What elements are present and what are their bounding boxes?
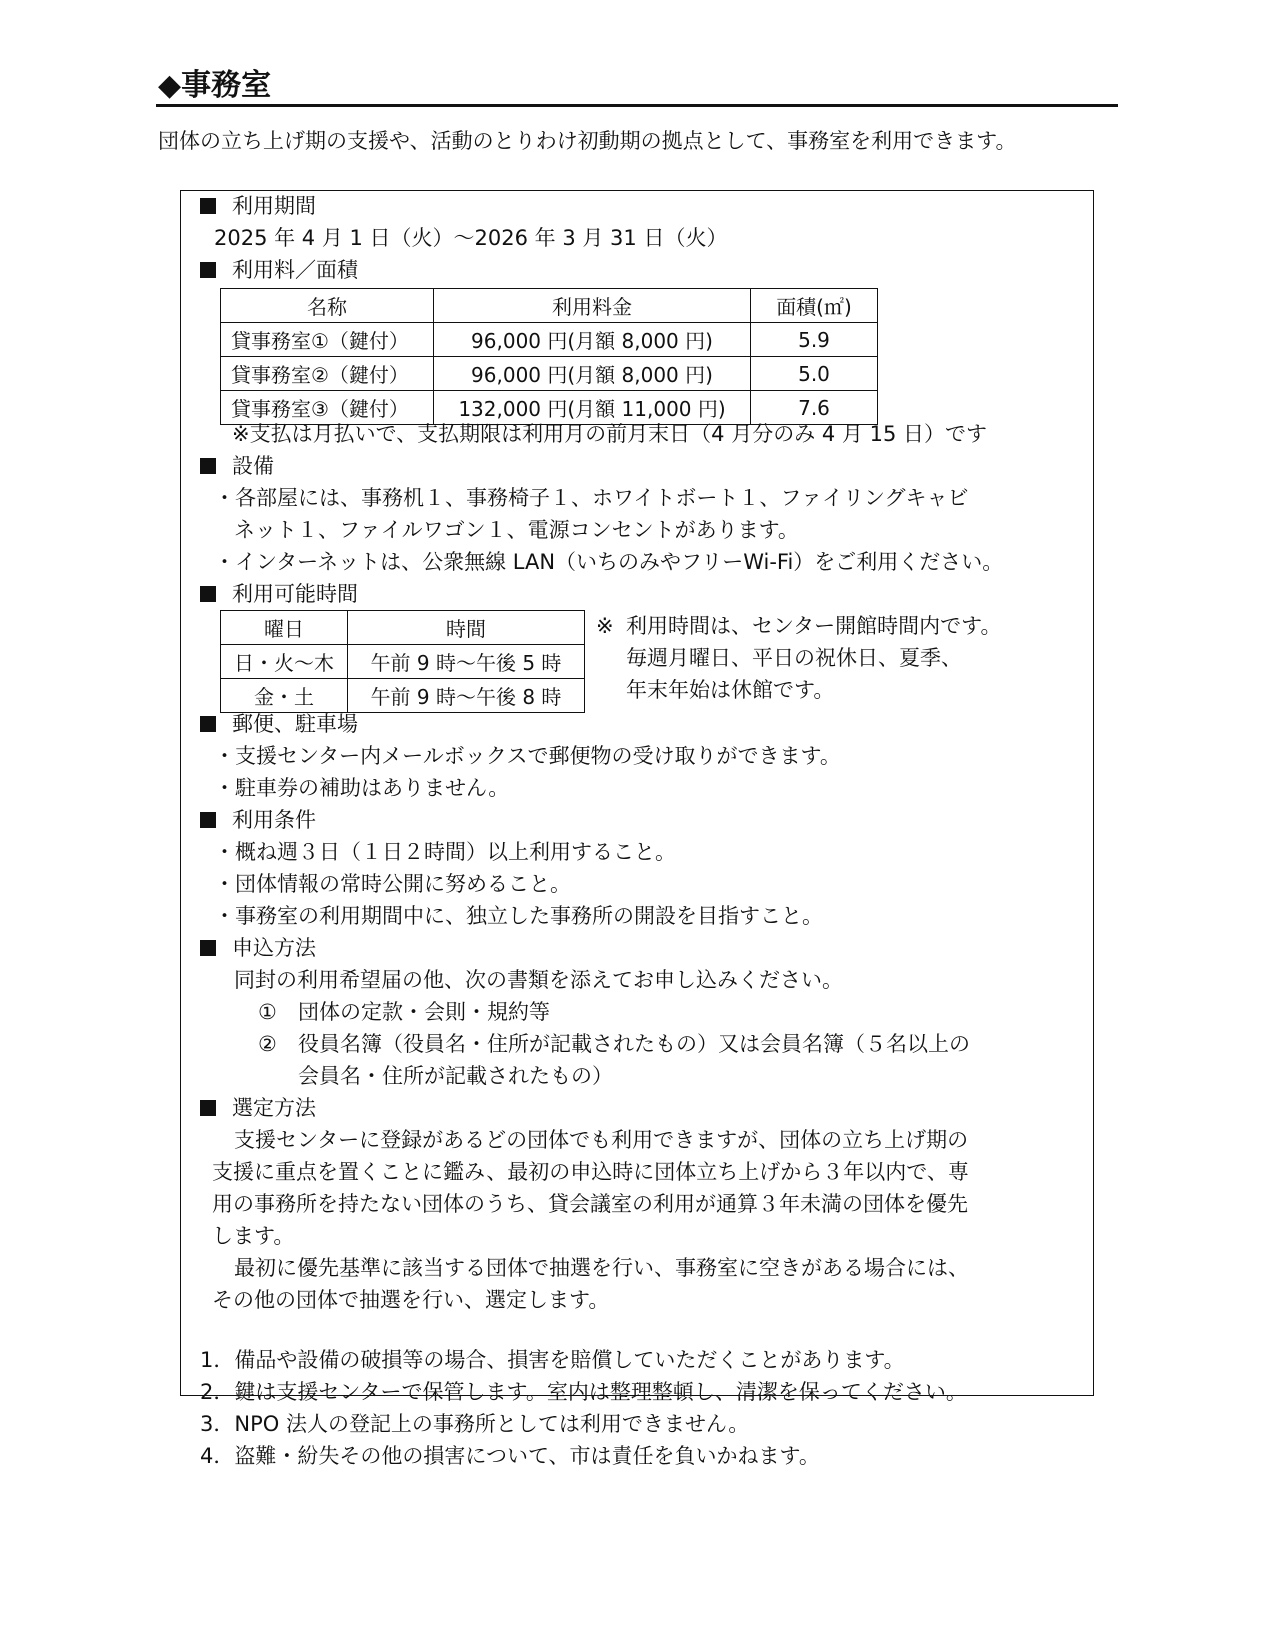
square-bullet-icon [200, 586, 216, 602]
square-bullet-icon [200, 716, 216, 732]
selection-line: その他の団体で抽選を行い、選定します。 [212, 1288, 610, 1312]
table-cell: 貸事務室①（鍵付） [221, 323, 434, 357]
selection-line: 最初に優先基準に該当する団体で抽選を行い、事務室に空きがある場合には、 [234, 1256, 969, 1280]
condition-line: ・事務室の利用期間中に、独立した事務所の開設を目指すこと。 [214, 904, 823, 928]
selection-line: 支援に重点を置くことに鑑み、最初の申込時に団体立ち上げから３年以内で、専 [212, 1160, 969, 1184]
section-heading-mail: 郵便、駐車場 [200, 708, 358, 740]
table-header-cell: 利用料金 [434, 289, 751, 323]
condition-line: ・概ね週３日（１日２時間）以上利用すること。 [214, 840, 676, 864]
section-heading-application: 申込方法 [200, 932, 316, 964]
section-heading-equipment: 設備 [200, 450, 274, 482]
hours-note-line: 年末年始は休館です。 [626, 678, 835, 702]
table-cell: 132,000 円(月額 11,000 円) [434, 391, 751, 425]
mail-line: ・支援センター内メールボックスで郵便物の受け取りができます。 [214, 744, 841, 768]
application-item-number: ① [258, 1000, 277, 1024]
footnote-item: 2．鍵は支援センターで保管します。室内は整理整頓し、清潔を保ってください。 [200, 1380, 967, 1404]
section-heading-hours: 利用可能時間 [200, 578, 358, 610]
square-bullet-icon [200, 458, 216, 474]
table-cell: 5.9 [751, 323, 878, 357]
table-header-cell: 時間 [348, 611, 585, 645]
equipment-line: ・インターネットは、公衆無線 LAN（いちのみやフリーWi-Fi）をご利用ください。 [214, 550, 1004, 574]
selection-line: 支援センターに登録があるどの団体でも利用できますが、団体の立ち上げ期の [234, 1128, 969, 1152]
table-cell: 7.6 [751, 391, 878, 425]
selection-line: します。 [212, 1224, 295, 1248]
period-text: 2025 年 4 月 1 日（火）～2026 年 3 月 31 日（火） [214, 226, 728, 250]
table-cell: 貸事務室②（鍵付） [221, 357, 434, 391]
table-row [221, 323, 878, 357]
intro-text: 団体の立ち上げ期の支援や、活動のとりわけ初動期の拠点として、事務室を利用できます。 [158, 129, 1017, 153]
condition-line: ・団体情報の常時公開に努めること。 [214, 872, 571, 896]
square-bullet-icon [200, 1100, 216, 1116]
equipment-line: ネット１、ファイルワゴン１、電源コンセントがあります。 [234, 518, 799, 542]
section-heading-period: 利用期間 [200, 190, 316, 222]
table-row [221, 357, 878, 391]
hours-note-line: 毎週月曜日、平日の祝休日、夏季、 [626, 646, 962, 670]
section-heading-selection: 選定方法 [200, 1092, 316, 1124]
square-bullet-icon [200, 262, 216, 278]
mail-line: ・駐車券の補助はありません。 [214, 776, 510, 800]
table-cell: 午前 9 時～午後 8 時 [348, 679, 585, 713]
table-cell: 96,000 円(月額 8,000 円) [434, 357, 751, 391]
section-heading-conditions: 利用条件 [200, 804, 316, 836]
application-item-text: 役員名簿（役員名・住所が記載されたもの）又は会員名簿（５名以上の [298, 1032, 970, 1056]
hours-note-mark: ※ [596, 614, 614, 638]
title-underline [156, 104, 1118, 107]
table-header-cell: 面積(㎡) [751, 289, 878, 323]
table-cell: 96,000 円(月額 8,000 円) [434, 323, 751, 357]
application-item-text: 団体の定款・会則・規約等 [298, 1000, 550, 1024]
equipment-line: ・各部屋には、事務机１、事務椅子１、ホワイトボート１、ファイリングキャビ [214, 486, 969, 510]
square-bullet-icon [200, 812, 216, 828]
selection-line: 用の事務所を持たない団体のうち、貸会議室の利用が通算３年未満の団体を優先 [212, 1192, 968, 1216]
fee-table [220, 288, 878, 425]
table-header-row [221, 611, 585, 645]
application-item-text: 会員名・住所が記載されたもの） [298, 1064, 613, 1088]
square-bullet-icon [200, 940, 216, 956]
table-cell: 貸事務室③（鍵付） [221, 391, 434, 425]
table-cell: 5.0 [751, 357, 878, 391]
application-intro: 同封の利用希望届の他、次の書類を添えてお申し込みください。 [234, 968, 843, 992]
table-cell: 金・土 [221, 679, 348, 713]
footnote-item: 1．備品や設備の破損等の場合、損害を賠償していただくことがあります。 [200, 1348, 905, 1372]
payment-note: ※支払は月払いで、支払期限は利用月の前月末日（4 月分のみ 4 月 15 日）です [232, 422, 987, 446]
page-title: ◆事務室 [158, 68, 272, 103]
footnote-item: 3．NPO 法人の登記上の事務所としては利用できません。 [200, 1412, 750, 1436]
table-header-cell: 名称 [221, 289, 434, 323]
square-bullet-icon [200, 198, 216, 214]
table-row [221, 645, 585, 679]
table-cell: 午前 9 時～午後 5 時 [348, 645, 585, 679]
footnote-item: 4．盗難・紛失その他の損害について、市は責任を負いかねます。 [200, 1444, 820, 1468]
table-header-cell: 曜日 [221, 611, 348, 645]
section-heading-fees: 利用料／面積 [200, 254, 358, 286]
hours-table [220, 610, 585, 713]
table-cell: 日・火～木 [221, 645, 348, 679]
hours-note-line: 利用時間は、センター開館時間内です。 [626, 614, 1002, 638]
application-item-number: ② [258, 1032, 277, 1056]
table-header-row [221, 289, 878, 323]
